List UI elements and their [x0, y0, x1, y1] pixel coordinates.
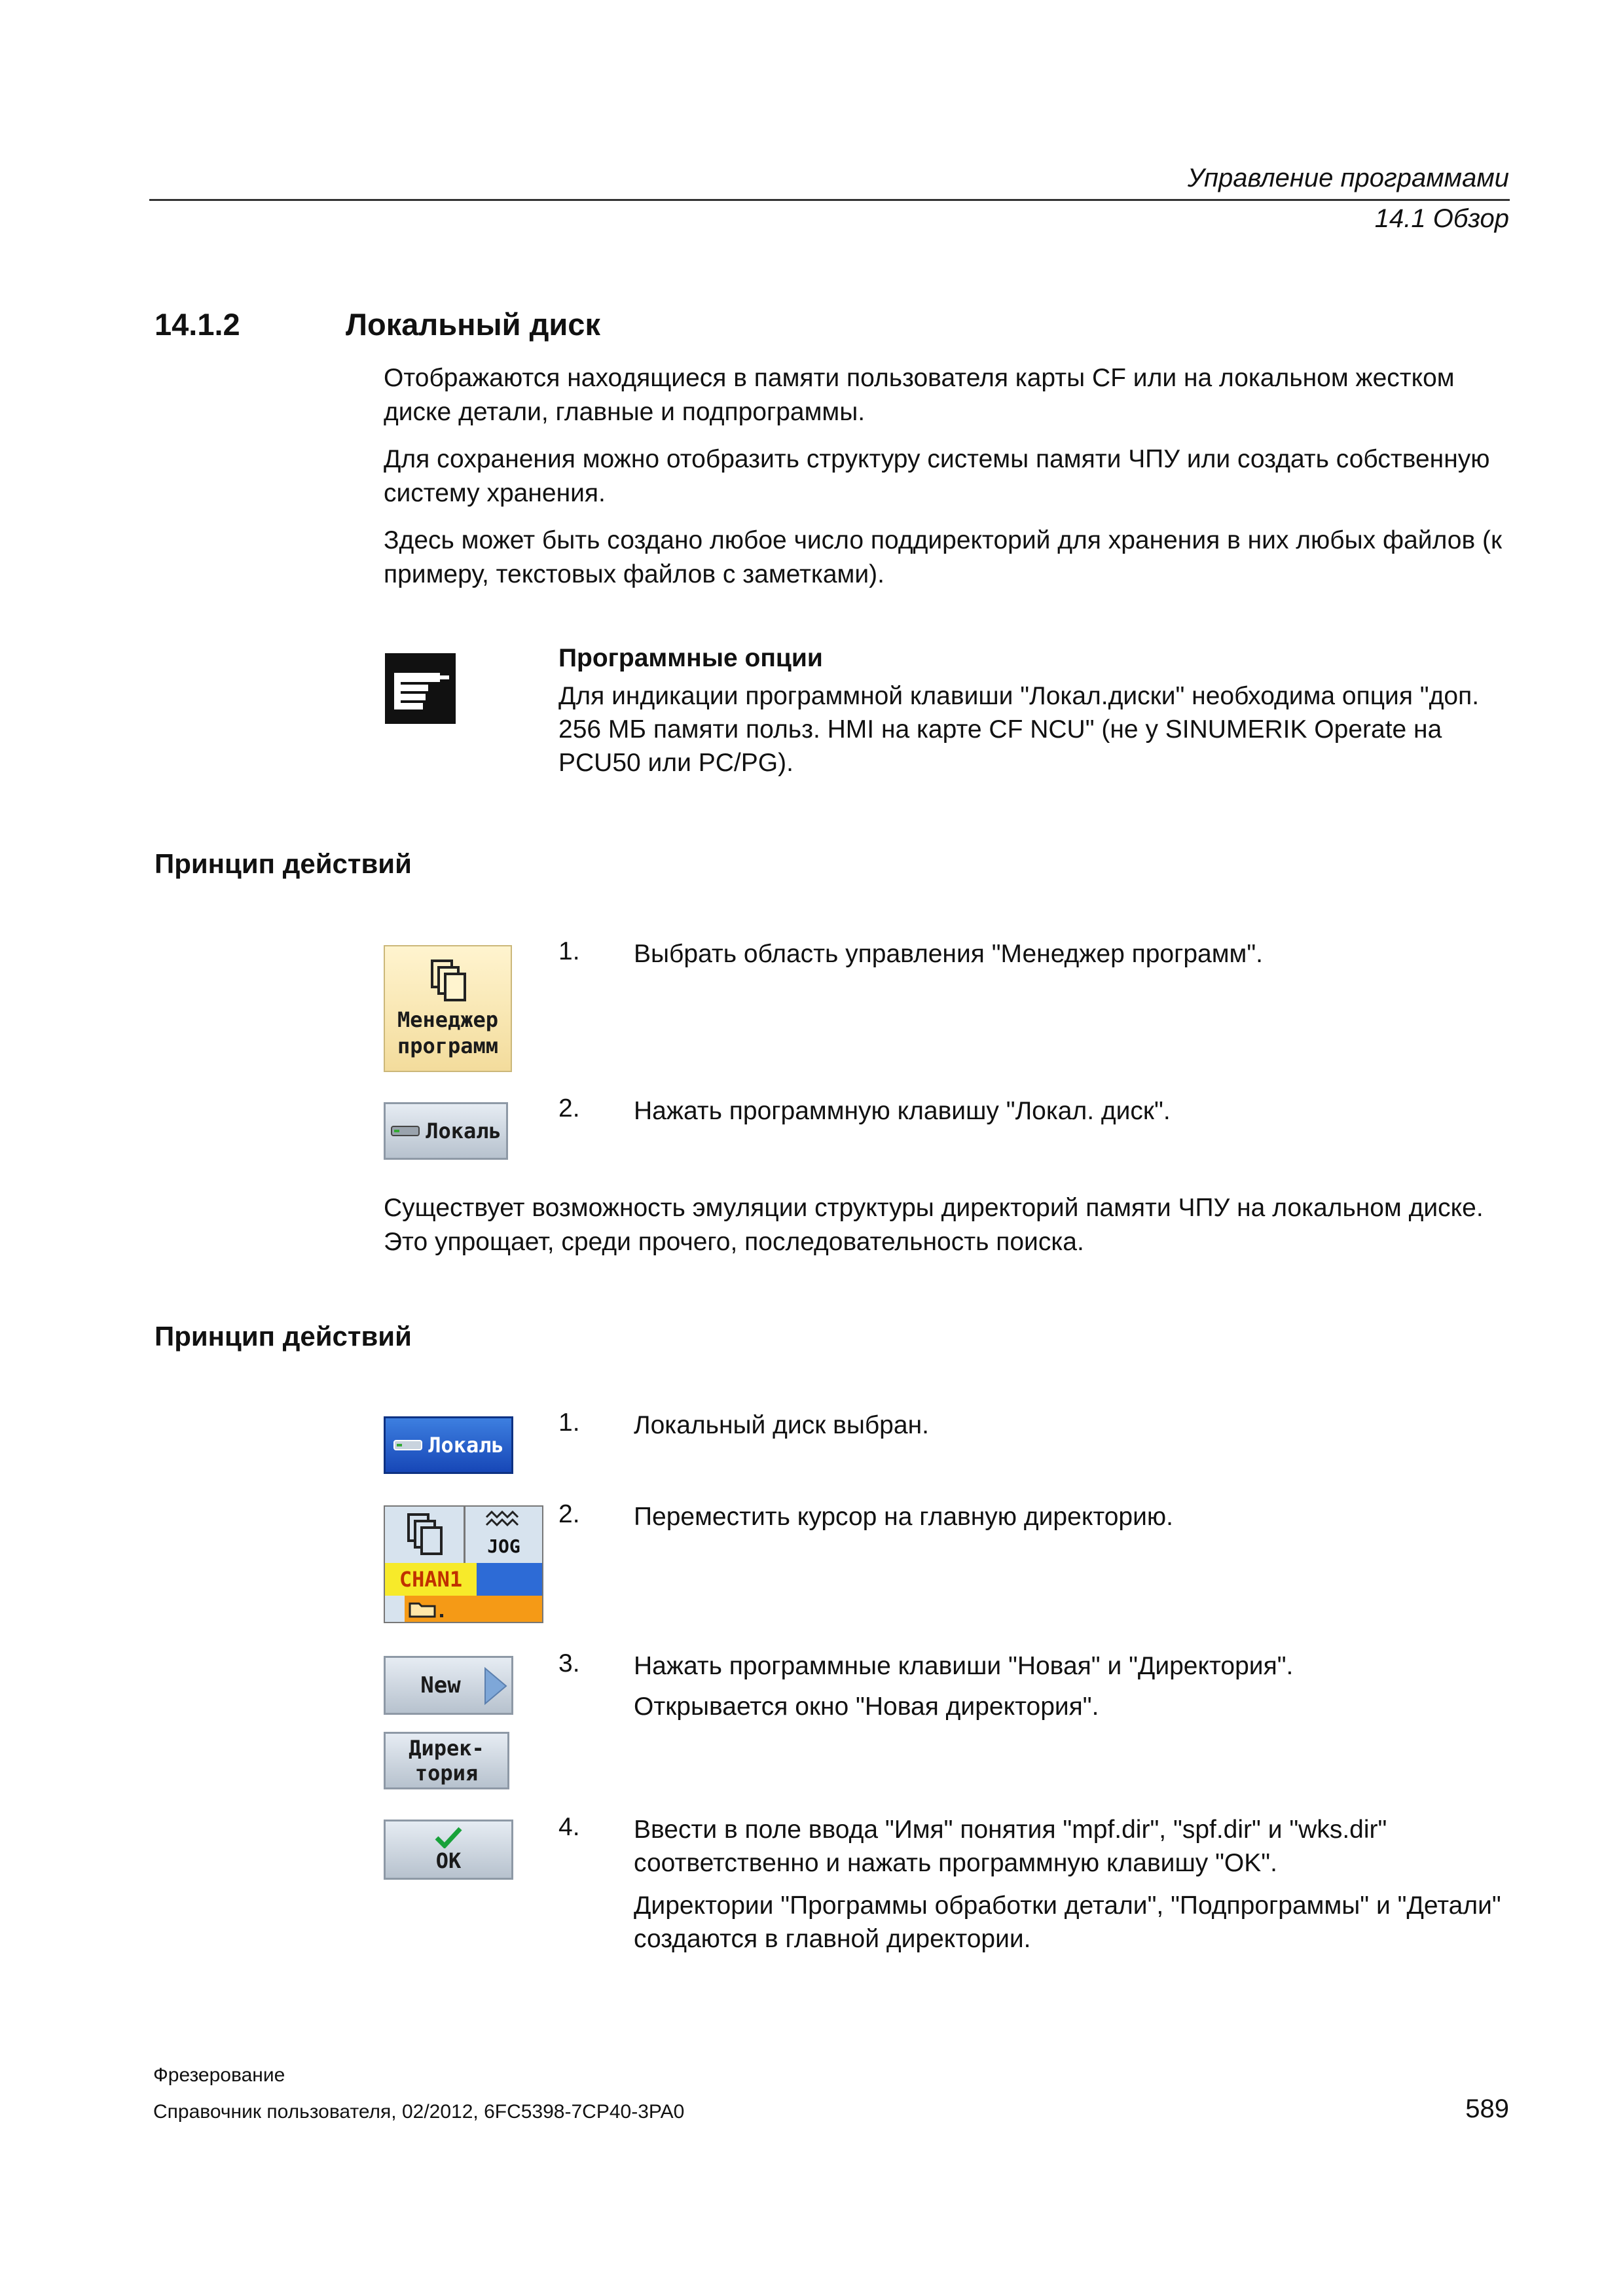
ok-softkey[interactable]	[384, 1820, 513, 1880]
softkey-label: Локаль	[428, 1433, 504, 1458]
program-manager-icon	[385, 1507, 464, 1563]
drive-icon	[393, 1433, 423, 1458]
paragraph: Здесь может быть создано любое число поддиректорий для хранения в них любых файлов (к примеру, текстовых файлов с заметками).	[384, 526, 1503, 588]
page-number: 589	[1465, 2094, 1509, 2123]
procedure-heading: Принцип действий	[155, 848, 412, 879]
softkey-label: Локаль	[426, 1119, 501, 1143]
program-manager-softkey[interactable]	[384, 945, 512, 1072]
header-rule	[149, 199, 1510, 201]
new-softkey[interactable]	[384, 1656, 513, 1715]
footer-doc-info: Справочник пользователя, 02/2012, 6FC5398-7CP40-3PA0	[153, 2101, 685, 2123]
directory-row[interactable]	[405, 1596, 542, 1622]
checkmark-icon	[434, 1826, 463, 1848]
channel-label: CHAN1	[385, 1563, 477, 1596]
step-result: Директории "Программы обработки детали", "Подпрограммы" и "Детали" создаются в главной директории.	[634, 1892, 1501, 1953]
step-result: Открывается окно "Новая директория".	[634, 1693, 1099, 1721]
softkey-label: Дирек-	[409, 1736, 484, 1761]
note-text: Для индикации программной клавиши "Локал.диски" необходима опция "доп. 256 МБ памяти польз. HMI на карте CF NCU" (не у SINUMERIK Operate на PCU50 или PC/PG).	[558, 682, 1480, 777]
step-text: Нажать программную клавишу "Локал. диск".	[634, 1097, 1171, 1125]
step-text: Локальный диск выбран.	[634, 1411, 929, 1439]
softkey-label: OK	[435, 1848, 462, 1873]
step-number: 2.	[558, 1500, 580, 1528]
procedure-heading: Принцип действий	[155, 1321, 412, 1352]
step-number: 1.	[558, 1408, 580, 1437]
local-drive-softkey[interactable]	[384, 1102, 508, 1160]
step-text: Нажать программные клавиши "Новая" и "Директория".	[634, 1652, 1294, 1680]
mode-label: JOG	[487, 1535, 520, 1557]
running-header-title: Управление программами	[1187, 164, 1509, 192]
section-number: 14.1.2	[155, 307, 240, 342]
paragraph: Отображаются находящиеся в памяти пользователя карты CF или на локальном жестком диске детали, главные и подпрограммы.	[384, 364, 1455, 426]
softkey-label: Менеджер	[397, 1007, 499, 1032]
jog-mode-indicator	[465, 1507, 542, 1563]
footer-doc-name: Фрезерование	[153, 2064, 285, 2086]
step-text: Ввести в поле ввода "Имя" понятия "mpf.dir", "spf.dir" и "wks.dir" соответственно и нажать программную клавишу "OK".	[634, 1816, 1387, 1877]
step-number: 2.	[558, 1094, 580, 1122]
jog-wave-icon	[485, 1511, 522, 1530]
program-manager-icon	[428, 958, 467, 1007]
status-bar-graphic	[384, 1505, 543, 1623]
softkey-label: программ	[397, 1033, 499, 1058]
directory-softkey[interactable]	[384, 1732, 509, 1789]
local-drive-softkey-active[interactable]	[384, 1416, 513, 1474]
folder-icon	[409, 1598, 448, 1619]
softkey-label: New	[420, 1672, 461, 1698]
step-text: Переместить курсор на главную директорию.	[634, 1503, 1173, 1531]
section-title: Локальный диск	[346, 307, 600, 342]
paragraph: Для сохранения можно отобразить структуру системы памяти ЧПУ или создать собственную систему хранения.	[384, 445, 1490, 507]
softkey-label: тория	[414, 1761, 479, 1785]
pointing-hand-icon	[385, 653, 456, 724]
arrow-right-icon	[484, 1667, 507, 1705]
step-number: 1.	[558, 937, 580, 965]
step-number: 3.	[558, 1649, 580, 1677]
note-heading: Программные опции	[558, 644, 823, 672]
running-header-subtitle: 14.1 Обзор	[1374, 204, 1509, 233]
paragraph: Существует возможность эмуляции структуры директорий памяти ЧПУ на локальном диске. Это упрощает, среди прочего, последовательность поиска.	[384, 1194, 1484, 1256]
drive-icon	[390, 1119, 420, 1143]
step-text: Выбрать область управления "Менеджер программ".	[634, 940, 1264, 968]
step-number: 4.	[558, 1813, 580, 1841]
